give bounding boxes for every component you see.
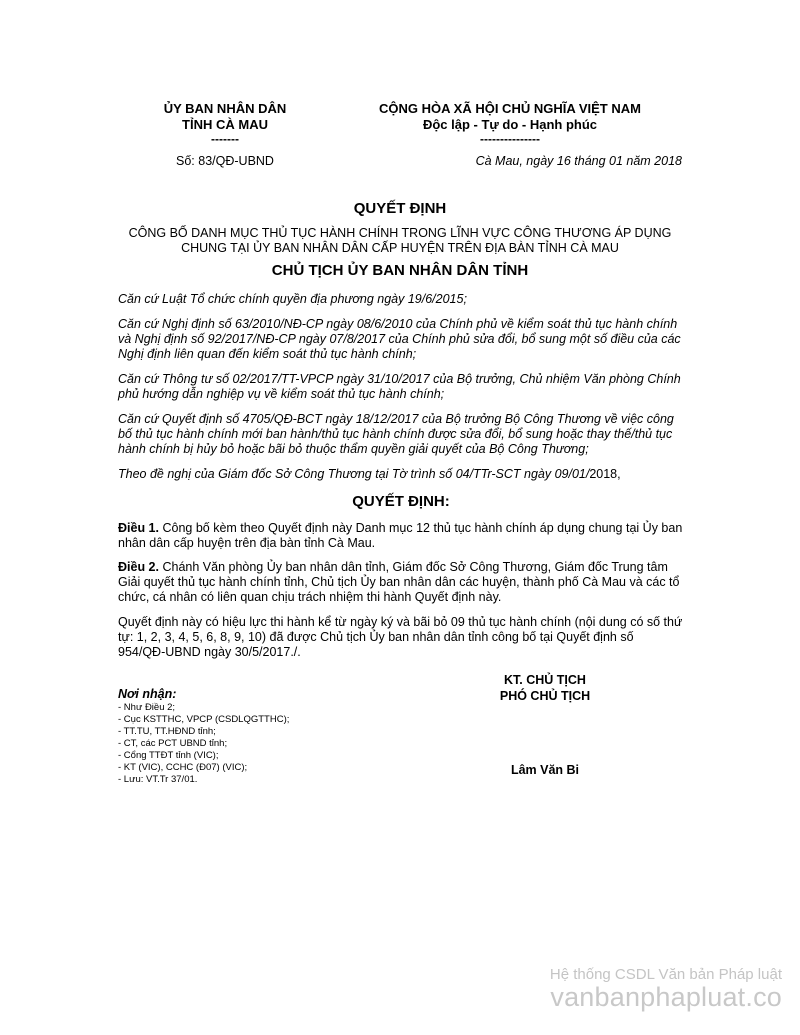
recipient-item: - KT (VIC), CCHC (Đ07) (VIC); [118, 762, 248, 773]
proposal-paragraph [118, 467, 684, 482]
national-motto-block [355, 101, 665, 145]
document-number: Số: 83/QĐ-UBND [176, 154, 274, 168]
proposal-text: Theo đề nghị của Giám đốc Sở Công Thương tại Tờ trình số 04/TTr-SCT ngày 09/01/ [118, 467, 590, 481]
article-2-label: Điều 2. [118, 560, 159, 574]
nation-name: CỘNG HÒA XÃ HỘI CHỦ NGHĨA VIỆT NAM [379, 101, 641, 116]
recipients-heading: Nơi nhận: [118, 687, 177, 701]
signature-title-2: PHÓ CHỦ TỊCH [499, 689, 591, 703]
agency-separator: ------- [211, 132, 239, 146]
article-2-text: Chánh Văn phòng Ủy ban nhân dân tỉnh, Giám đốc Sở Công Thương, Giám đốc Trung tâm Giải quyết thủ tục hành chính tỉnh, Chủ tịch Ủy ban nhân dân các huyện, thành phố Cà Mau và các tổ chức, cá nhân có liên quan chịu trách nhiệm thi hành Quyết định này. [118, 560, 680, 604]
recipient-item: - Cục KSTTHC, VPCP (CSDLQGTTHC); [118, 714, 290, 725]
agency-name-line1: ỦY BAN NHÂN DÂN [163, 101, 287, 116]
effectiveness-clause: Quyết định này có hiệu lực thi hành kể từ ngày ký và bãi bỏ 09 thủ tục hành chính (nội dung có số thứ tự: 1, 2, 3, 4, 5, 6, 8, 9, 10) đã được Chủ tịch Ủy ban nhân dân tỉnh công bố tại Quyết định số 954/QĐ-UBND ngày 30/5/2017./. [118, 615, 683, 659]
place-and-date: Cà Mau, ngày 16 tháng 01 năm 2018 [475, 154, 682, 168]
proposal-year: 2018, [589, 467, 621, 481]
legal-basis-4: Căn cứ Quyết định số 4705/QĐ-BCT ngày 18/12/2017 của Bộ trưởng Bộ Công Thương về việc công bố thủ tục hành chính mới ban hành/thủ tục hành chính được sửa đổi, bổ sung hoặc thay thế/thủ tục hành chính bị hủy bỏ hoặc bãi bỏ thuộc thẩm quyền giải quyết của Bộ Công Thương; [118, 412, 674, 456]
signature-title-1: KT. CHỦ TỊCH [504, 673, 586, 687]
nation-separator: --------------- [480, 132, 540, 146]
recipients-list [118, 702, 289, 786]
legal-basis-1: Căn cứ Luật Tổ chức chính quyền địa phương ngày 19/6/2015; [118, 292, 467, 306]
watermark-domain: vanbanphapluat.co [550, 982, 782, 1012]
watermark-caption: Hệ thống CSDL Văn bản Pháp luật [549, 966, 782, 983]
article-1-label: Điều 1. [118, 521, 159, 535]
decision-heading: QUYẾT ĐỊNH: [352, 493, 450, 510]
article-2 [118, 560, 684, 605]
document-body [118, 292, 684, 670]
legal-basis-3: Căn cứ Thông tư số 02/2017/TT-VPCP ngày 31/10/2017 của Bộ trưởng, Chủ nhiệm Văn phòng Chính phủ hướng dẫn nghiệp vụ về kiểm soát thủ tục hành chính; [118, 372, 681, 401]
document-title: QUYẾT ĐỊNH [353, 200, 447, 217]
issuing-authority: CHỦ TỊCH ỦY BAN NHÂN DÂN TỈNH [271, 262, 529, 279]
recipient-item: - Như Điều 2; [118, 702, 176, 713]
article-1-text: Công bố kèm theo Quyết định này Danh mục 12 thủ tục hành chính áp dụng chung tại Ủy ban nhân dân cấp huyện trên địa bàn tỉnh Cà Mau. [118, 521, 683, 550]
agency-name-line2: TỈNH CÀ MAU [182, 117, 268, 132]
recipient-item: - TT.TU, TT.HĐND tỉnh; [118, 726, 216, 737]
signature-block [460, 672, 630, 704]
legal-basis-2: Căn cứ Nghị định số 63/2010/NĐ-CP ngày 08/6/2010 của Chính phủ về kiểm soát thủ tục hành chính và Nghị định số 92/2017/NĐ-CP ngày 07/8/2017 của Chính phủ sửa đổi, bổ sung một số điều của các Nghị định liên quan đến kiểm soát thủ tục hành chính; [118, 317, 681, 361]
recipient-item: - CT, các PCT UBND tỉnh; [118, 738, 228, 749]
recipient-item: - Cổng TTĐT tỉnh (VIC); [118, 750, 219, 761]
recipient-item: - Lưu: VT.Tr 37/01. [118, 774, 198, 785]
article-1 [118, 521, 684, 551]
issuing-agency-block [130, 101, 320, 145]
nation-motto: Độc lập - Tự do - Hạnh phúc [422, 117, 598, 132]
document-subtitle: CÔNG BỐ DANH MỤC THỦ TỤC HÀNH CHÍNH TRONG LĨNH VỰC CÔNG THƯƠNG ÁP DỤNG CHUNG TẠI ỦY BAN NHÂN DÂN CẤP HUYỆN TRÊN ĐỊA BÀN TỈNH CÀ MAU [128, 226, 672, 255]
signer-name: Lâm Văn Bi [510, 763, 580, 777]
